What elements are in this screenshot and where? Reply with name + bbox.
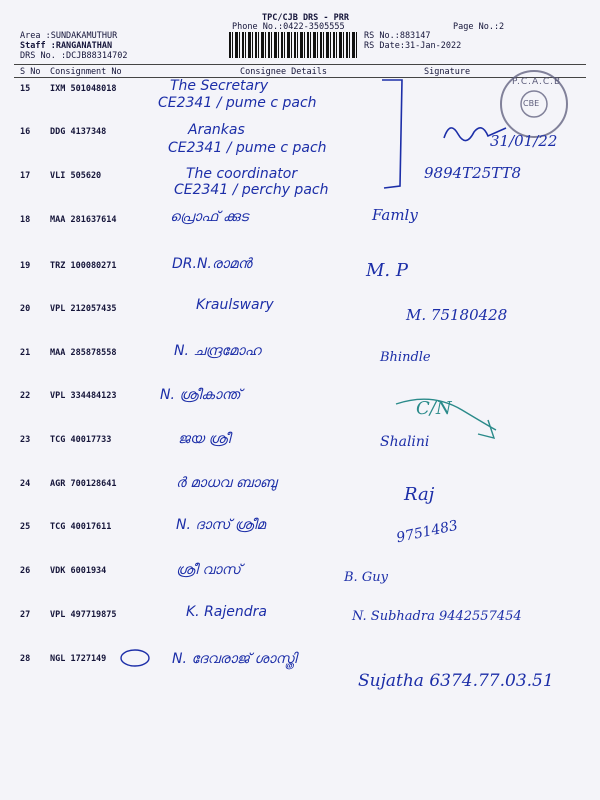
- row-19-consignment: TRZ 100080271: [50, 261, 117, 271]
- row-21-signature: Bhindle: [380, 350, 431, 365]
- row-24-signature: Raj: [404, 484, 435, 505]
- row-23-sno: 23: [20, 435, 31, 445]
- row-21-sno: 21: [20, 348, 31, 358]
- doc-title: TPC/CJB DRS - PRR: [262, 13, 349, 23]
- col-consignee: Consignee Details: [240, 67, 327, 77]
- area-label: Area :SUNDAKAMUTHUR: [20, 31, 118, 41]
- row-25-sno: 25: [20, 522, 31, 532]
- row-18-sno: 18: [20, 215, 31, 225]
- row-16-sno: 16: [20, 127, 31, 137]
- row-16-consignment: DDG 4137348: [50, 127, 107, 137]
- row-25-consignment: TCG 40017611: [50, 522, 112, 532]
- row-26-sno: 26: [20, 566, 31, 576]
- row-21-consignment: MAA 285878558: [50, 348, 117, 358]
- row-25-signature: 9751483: [395, 517, 460, 547]
- barcode: [229, 32, 359, 58]
- row-23-consignment: TCG 40017733: [50, 435, 112, 445]
- row-28-consignment: NGL 1727149: [50, 654, 107, 664]
- row-24-sno: 24: [20, 479, 31, 489]
- row-15-details-2: CE2341 / pume c pach: [158, 95, 317, 111]
- phone-number: Phone No.:0422-3505555: [232, 22, 345, 32]
- row-17-signature: 9894T25TT8: [424, 164, 522, 182]
- row-15-consignment: IXM 501048018: [50, 84, 117, 94]
- drs-number: DRS No. :DCJB88314702: [20, 51, 128, 61]
- row-16-details: Arankas: [188, 122, 245, 138]
- row-27-details: K. Rajendra: [186, 604, 267, 620]
- row-17-details-2: CE2341 / perchy pach: [174, 182, 329, 198]
- row-22-consignment: VPL 334484123: [50, 391, 117, 401]
- bracket-mark: [380, 76, 410, 196]
- rs-date: RS Date:31-Jan-2022: [364, 41, 462, 51]
- row-20-signature: M. 75180428: [406, 306, 508, 324]
- row-26-signature: B. Guy: [344, 570, 388, 585]
- row-23-details: ജയ ശ്രീ: [178, 431, 231, 447]
- row-27-consignment: VPL 497719875: [50, 610, 117, 620]
- row-16-signature: 31/01/22: [490, 132, 558, 150]
- row-17-consignment: VLI 505620: [50, 171, 102, 181]
- row-27-signature: N. Subhadra 9442557454: [352, 609, 522, 624]
- row-26-consignment: VDK 6001934: [50, 566, 107, 576]
- col-consignment: Consignment No: [50, 67, 122, 77]
- row-25-details: N. ദാസ് ശ്രീമ: [176, 517, 266, 533]
- rs-number: RS No.:883147: [364, 31, 431, 41]
- row-23-signature: Shalini: [380, 434, 430, 450]
- row-22-sno: 22: [20, 391, 31, 401]
- page-number: Page No.:2: [453, 22, 505, 32]
- row-28-signature: Sujatha 6374.77.03.51: [358, 671, 554, 691]
- row-21-details: N. ചന്ദ്രമോഹ: [174, 343, 261, 359]
- row-18-details: പ്രൊഫ് ക്കുട: [170, 209, 249, 225]
- row-19-details: DR.N.രാമൻ: [172, 256, 252, 272]
- staff-label: Staff :RANGANATHAN: [20, 41, 113, 51]
- row-18-consignment: MAA 281637614: [50, 215, 117, 225]
- header-rule-top: [14, 64, 586, 65]
- row-28-sno: 28: [20, 654, 31, 664]
- stamp-center-text: CBE: [523, 99, 540, 108]
- row-17-sno: 17: [20, 171, 31, 181]
- row-20-sno: 20: [20, 304, 31, 314]
- row-20-details: Kraulswary: [196, 297, 274, 313]
- row-24-consignment: AGR 700128641: [50, 479, 117, 489]
- col-signature: Signature: [424, 67, 471, 77]
- row-27-sno: 27: [20, 610, 31, 620]
- row-17-details: The coordinator: [186, 166, 298, 182]
- row-22-details: N. ശ്രീകാന്ത്: [160, 387, 241, 403]
- stamp-top-text: P.C.A.C.B: [512, 77, 562, 87]
- row-24-details: ർ മാധവ ബാബു: [176, 475, 277, 491]
- row-18-signature: Famly: [372, 206, 418, 224]
- row-22-signature: C/N: [416, 398, 452, 419]
- row-20-consignment: VPL 212057435: [50, 304, 117, 314]
- row-16-details-2: CE2341 / pume c pach: [168, 140, 327, 156]
- row-19-signature: M. P: [366, 260, 408, 281]
- row-28-details: N. ദേവരാജ് ശാസ്ത്രി: [172, 651, 297, 667]
- row-26-details: ശ്രീ വാസ്: [176, 562, 241, 578]
- col-sno: S No: [20, 67, 41, 77]
- row-15-sno: 15: [20, 84, 31, 94]
- row-28-circle-mark: [118, 648, 152, 668]
- row-15-details: The Secretary: [170, 78, 269, 94]
- row-19-sno: 19: [20, 261, 31, 271]
